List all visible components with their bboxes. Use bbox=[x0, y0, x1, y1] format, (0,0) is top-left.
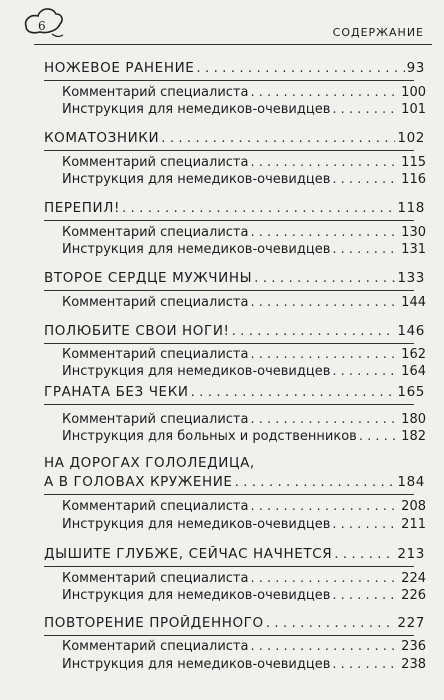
toc-entry-title-row[interactable] bbox=[44, 130, 425, 146]
toc-entry-title-row[interactable] bbox=[44, 200, 425, 216]
toc-subentry-row[interactable] bbox=[62, 364, 426, 379]
toc-subentry-label: Инструкция для немедиков-очевидцев bbox=[62, 517, 331, 532]
toc-subentry-row[interactable] bbox=[62, 172, 426, 187]
toc-subentry-page: 131 bbox=[401, 242, 426, 257]
page-number-ornament-icon bbox=[22, 4, 66, 40]
dot-leader bbox=[250, 571, 399, 586]
toc-subentry-row[interactable] bbox=[62, 657, 426, 672]
toc-entry-title: А В ГОЛОВАХ КРУЖЕНИЕ bbox=[44, 474, 233, 490]
dot-leader bbox=[254, 270, 395, 286]
toc-subentry-row[interactable] bbox=[62, 85, 426, 100]
toc-subentry-page: 224 bbox=[401, 571, 426, 586]
toc-subentry-page: 238 bbox=[401, 657, 426, 672]
toc-entry-title: ПОВТОРЕНИЕ ПРОЙДЕННОГО bbox=[44, 615, 264, 631]
toc-subentry-row[interactable] bbox=[62, 499, 426, 514]
dot-leader bbox=[359, 429, 399, 444]
toc-subentry-row[interactable] bbox=[62, 295, 426, 310]
entry-underline bbox=[44, 80, 414, 81]
toc-subentry-label: Комментарий специалиста bbox=[62, 571, 249, 586]
dot-leader bbox=[250, 412, 399, 427]
dot-leader bbox=[332, 364, 399, 379]
toc-entry-page: 184 bbox=[397, 474, 425, 490]
dot-leader bbox=[196, 60, 404, 76]
dot-leader bbox=[250, 85, 399, 100]
toc-subentry-label: Инструкция для немедиков-очевидцев bbox=[62, 242, 331, 257]
toc-subentry-page: 130 bbox=[401, 225, 426, 240]
dot-leader bbox=[235, 474, 396, 490]
entry-underline bbox=[44, 150, 414, 151]
entry-underline bbox=[44, 290, 414, 291]
toc-subentry-page: 162 bbox=[401, 347, 426, 362]
toc-subentry-page: 182 bbox=[401, 429, 426, 444]
dot-leader bbox=[332, 172, 399, 187]
dot-leader bbox=[250, 499, 399, 514]
toc-entry-page: 213 bbox=[397, 546, 425, 562]
toc-entry-title-row[interactable] bbox=[44, 615, 425, 631]
toc-subentry-label: Инструкция для немедиков-очевидцев bbox=[62, 364, 331, 379]
toc-subentry-page: 115 bbox=[401, 155, 426, 170]
toc-entry-page: 133 bbox=[397, 270, 425, 286]
toc-subentry-label: Комментарий специалиста bbox=[62, 295, 249, 310]
toc-subentry-row[interactable] bbox=[62, 242, 426, 257]
dot-leader bbox=[191, 384, 396, 400]
toc-subentry-label: Комментарий специалиста bbox=[62, 499, 249, 514]
toc-entry-title-line1[interactable]: НА ДОРОГАХ ГОЛОЛЕДИЦА, bbox=[44, 455, 255, 471]
entry-underline bbox=[44, 343, 414, 344]
toc-entry-page: 118 bbox=[397, 200, 425, 216]
header-rule bbox=[34, 44, 432, 45]
dot-leader bbox=[122, 200, 395, 216]
toc-subentry-row[interactable] bbox=[62, 155, 426, 170]
dot-leader bbox=[250, 225, 399, 240]
toc-subentry-row[interactable] bbox=[62, 517, 426, 532]
running-header-title: СОДЕРЖАНИЕ bbox=[332, 26, 424, 39]
toc-subentry-row[interactable] bbox=[62, 639, 426, 654]
page-number: 6 bbox=[38, 19, 46, 33]
toc-subentry-page: 208 bbox=[401, 499, 426, 514]
toc-entry-title: ПОЛЮБИТЕ СВОИ НОГИ! bbox=[44, 323, 230, 339]
dot-leader bbox=[332, 517, 399, 532]
dot-leader bbox=[250, 639, 399, 654]
toc-subentry-row[interactable] bbox=[62, 102, 426, 117]
toc-subentry-page: 144 bbox=[401, 295, 426, 310]
toc-subentry-page: 101 bbox=[401, 102, 426, 117]
toc-entry-title-row[interactable] bbox=[44, 323, 425, 339]
entry-underline bbox=[44, 635, 414, 636]
toc-subentry-row[interactable] bbox=[62, 412, 426, 427]
dot-leader bbox=[161, 130, 395, 146]
toc-entry-page: 146 bbox=[397, 323, 425, 339]
toc-entry-title-row[interactable] bbox=[44, 60, 425, 76]
toc-entry-title: ПЕРЕПИЛ! bbox=[44, 200, 120, 216]
toc-entry-page: 102 bbox=[397, 130, 425, 146]
entry-underline bbox=[44, 404, 414, 405]
dot-leader bbox=[332, 102, 399, 117]
dot-leader bbox=[332, 588, 399, 603]
toc-subentry-label: Инструкция для немедиков-очевидцев bbox=[62, 172, 331, 187]
toc-subentry-page: 226 bbox=[401, 588, 426, 603]
toc-subentry-label: Комментарий специалиста bbox=[62, 347, 249, 362]
toc-subentry-page: 116 bbox=[401, 172, 426, 187]
toc-subentry-label: Инструкция для немедиков-очевидцев bbox=[62, 102, 331, 117]
toc-entry-title: КОМАТОЗНИКИ bbox=[44, 130, 160, 146]
toc-subentry-page: 164 bbox=[401, 364, 426, 379]
toc-subentry-label: Инструкция для больных и родственников bbox=[62, 429, 357, 444]
dot-leader bbox=[232, 323, 396, 339]
toc-subentry-label: Комментарий специалиста bbox=[62, 412, 249, 427]
entry-underline bbox=[44, 494, 414, 495]
toc-subentry-row[interactable] bbox=[62, 429, 426, 444]
toc-entry-title-row[interactable] bbox=[44, 546, 425, 562]
toc-entry-title: ВТОРОЕ СЕРДЦЕ МУЖЧИНЫ bbox=[44, 270, 253, 286]
toc-entry-title: ГРАНАТА БЕЗ ЧЕКИ bbox=[44, 384, 189, 400]
entry-underline bbox=[44, 566, 414, 567]
dot-leader bbox=[334, 546, 395, 562]
toc-subentry-row[interactable] bbox=[62, 588, 426, 603]
page-header bbox=[0, 0, 444, 50]
toc-subentry-row[interactable] bbox=[62, 225, 426, 240]
dot-leader bbox=[332, 242, 399, 257]
dot-leader bbox=[250, 347, 399, 362]
toc-entry-title-row[interactable] bbox=[44, 474, 425, 490]
toc-entry-title-row[interactable] bbox=[44, 270, 425, 286]
dot-leader bbox=[250, 155, 399, 170]
toc-subentry-row[interactable] bbox=[62, 571, 426, 586]
toc-subentry-page: 100 bbox=[401, 85, 426, 100]
toc-entry-title-row[interactable] bbox=[44, 384, 425, 400]
dot-leader bbox=[250, 295, 399, 310]
toc-entry-page: 93 bbox=[406, 60, 425, 76]
toc-entry-page: 165 bbox=[397, 384, 425, 400]
toc-subentry-label: Инструкция для немедиков-очевидцев bbox=[62, 657, 331, 672]
dot-leader bbox=[266, 615, 396, 631]
toc-subentry-label: Комментарий специалиста bbox=[62, 225, 249, 240]
toc-subentry-label: Комментарий специалиста bbox=[62, 155, 249, 170]
entry-underline bbox=[44, 220, 414, 221]
toc-subentry-page: 236 bbox=[401, 639, 426, 654]
toc-subentry-row[interactable] bbox=[62, 347, 426, 362]
toc-subentry-page: 180 bbox=[401, 412, 426, 427]
toc-subentry-label: Комментарий специалиста bbox=[62, 85, 249, 100]
toc-entry-title: НОЖЕВОЕ РАНЕНИЕ bbox=[44, 60, 195, 76]
toc-entry-page: 227 bbox=[397, 615, 425, 631]
toc-entry-title: ДЫШИТЕ ГЛУБЖЕ, СЕЙЧАС НАЧНЕТСЯ bbox=[44, 546, 333, 562]
toc-subentry-page: 211 bbox=[401, 517, 426, 532]
toc-subentry-label: Инструкция для немедиков-очевидцев bbox=[62, 588, 331, 603]
dot-leader bbox=[332, 657, 399, 672]
toc-subentry-label: Комментарий специалиста bbox=[62, 639, 249, 654]
